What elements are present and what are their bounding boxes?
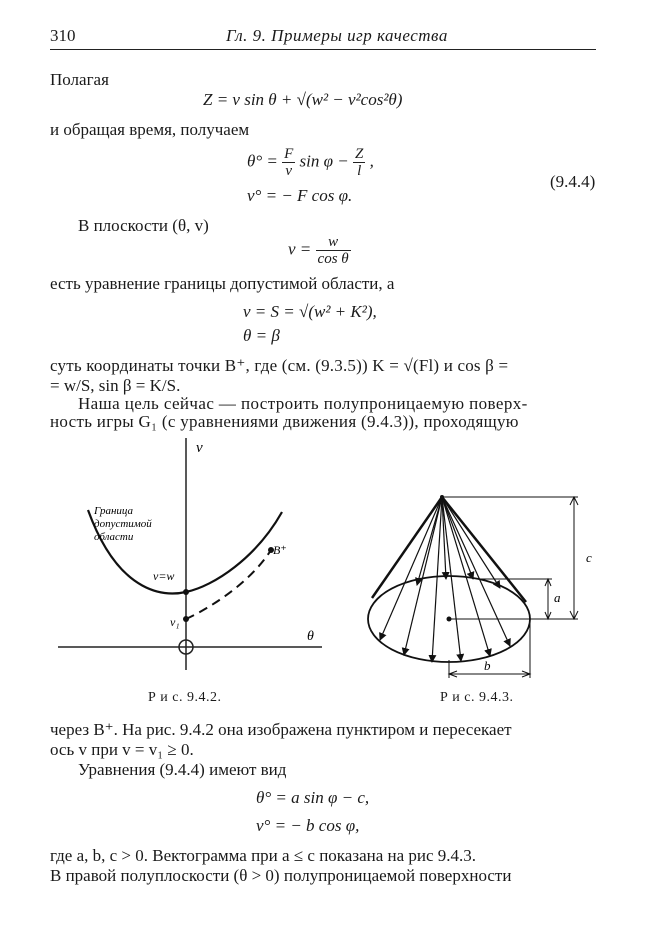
label-B-plus: B⁺ [273, 543, 287, 557]
point-v-eq-w [183, 589, 189, 595]
text-reversing-time: и обращая время, получаем [50, 120, 250, 139]
eq-v-frac [316, 234, 351, 267]
axis-theta-label: θ [307, 629, 314, 644]
eq-theta-frac1-num: F [284, 146, 294, 162]
eq-theta-end: , [369, 151, 374, 171]
text-polagaya: Полагая [50, 70, 109, 89]
equation-v-dot: v° = − F cos φ. [247, 186, 353, 205]
eq-v-den: cos θ [317, 251, 349, 267]
axis-v-label: v [196, 440, 203, 456]
cone-edge-right [442, 497, 526, 602]
label-c: c [586, 550, 592, 565]
label-boundary-2: допустимой [94, 518, 152, 530]
text-coords-1: суть координаты точки B⁺, где (см. (9.3.5)) K = √(Fl) и cos β = [50, 356, 509, 375]
semipermeable-dashed-curve [186, 550, 271, 619]
header-rule [50, 49, 596, 50]
text-coords-2: = w/S, sin β = K/S. [50, 376, 181, 395]
eq-v-num: w [316, 234, 351, 251]
eq-theta-frac2 [353, 146, 365, 179]
caption-fig-9-4-2: Р и с. 9.4.2. [148, 690, 222, 705]
label-boundary-3: области [94, 531, 134, 543]
figure-9-4-2 [50, 438, 330, 678]
vector-arrow [380, 497, 442, 640]
eq-theta-frac2-num: Z [355, 146, 364, 162]
text-in-plane: В плоскости (θ, v) [78, 216, 209, 235]
equation-v-boundary [288, 234, 351, 267]
vector-arrow [417, 497, 442, 585]
vector-arrow [432, 497, 442, 662]
equation2-theta: θ° = a sin φ − c, [256, 788, 370, 807]
label-b: b [484, 658, 491, 673]
vector-arrow [442, 497, 510, 646]
label-a: a [554, 590, 561, 605]
running-title: Гл. 9. Примеры игр качества [226, 26, 448, 45]
text-where-1: где a, b, c > 0. Вектограмма при a ≤ c показана на рис 9.4.3. [50, 846, 477, 865]
text-boundary: есть уравнение границы допустимой области, а [50, 274, 395, 293]
point-v1 [183, 616, 189, 622]
page-number: 310 [50, 26, 76, 45]
eq-v-lhs: v = [288, 239, 312, 259]
eq-theta-frac2-den: l [357, 163, 362, 179]
equation-theta-beta: θ = β [243, 326, 280, 345]
caption-fig-9-4-3: Р и с. 9.4.3. [440, 690, 514, 705]
equation-Z: Z = v sin θ + √(w² − v²cos²θ) [203, 90, 403, 109]
eq-theta-frac1 [282, 146, 295, 179]
eq-theta-lhs: θ° = [247, 151, 278, 171]
eq-theta-frac1-den: v [285, 163, 293, 179]
eq-theta-mid: sin φ − [299, 151, 349, 171]
equation-label-944: (9.4.4) [550, 172, 596, 191]
figure-9-4-3 [360, 490, 600, 690]
equation-theta-dot [247, 146, 374, 179]
text-through-1: через B⁺. На рис. 9.4.2 она изображена пунктиром и пересекает [50, 720, 512, 739]
text-equations-have: Уравнения (9.4.4) имеют вид [78, 760, 287, 779]
label-v-eq-w: v=w [153, 569, 175, 583]
text-through-2: ось v при v = v₁ ≥ 0. [50, 740, 194, 759]
text-goal-1: Наша цель сейчас — построить полупроницаемую поверх- [78, 394, 528, 413]
label-boundary-1: Граница [94, 505, 134, 517]
equation2-v: v° = − b cos φ, [256, 816, 360, 835]
label-v1: v₁ [170, 615, 180, 629]
text-goal-2: ность игры G₁ (с уравнениями движения (9.4.3)), проходящую [50, 412, 519, 431]
equation-v-S: v = S = √(w² + K²), [243, 302, 377, 321]
text-where-2: В правой полуплоскости (θ > 0) полупроницаемой поверхности [50, 866, 512, 885]
